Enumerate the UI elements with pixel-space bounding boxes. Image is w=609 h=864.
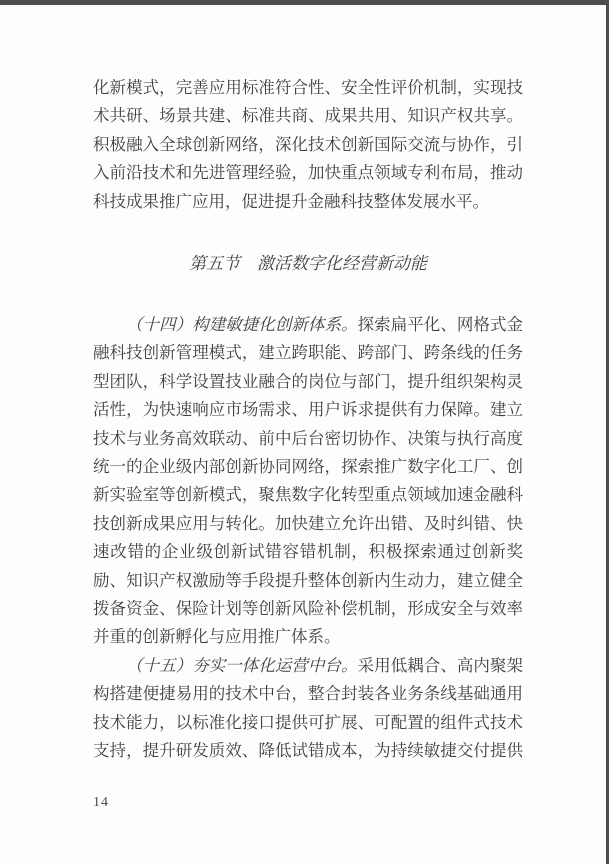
clause-15-heading: （十五）夯实一体化运营中台。 xyxy=(126,655,358,675)
body-line: 术共研、场景共建、标准共商、成果共用、知识产权共享。 xyxy=(93,106,523,126)
body-line: 活性，为快速响应市场需求、用户诉求提供有力保障。建立 xyxy=(93,400,523,420)
body-text: 探索扁平化、网格式金 xyxy=(357,315,524,334)
page-edge-shadow-top xyxy=(0,0,609,5)
body-line: 融科技创新管理模式，建立跨职能、跨部门、跨条线的任务 xyxy=(93,343,523,363)
body-line: 科技成果推广应用，促进提升金融科技整体发展水平。 xyxy=(93,191,489,211)
body-line xyxy=(93,652,523,680)
body-line: 积极融入全球创新网络，深化技术创新国际交流与协作，引 xyxy=(93,134,523,154)
body-line: 技术与业务高效联动、前中后台密切协作、决策与执行高度 xyxy=(93,428,523,448)
body-line: 型团队，科学设置技业融合的岗位与部门，提升组织架构灵 xyxy=(93,371,523,391)
paragraph-clauses xyxy=(93,311,523,766)
clause-14-heading: （十四）构建敏捷化创新体系。 xyxy=(126,315,358,334)
paragraph-continuation xyxy=(93,74,523,216)
body-line: 技术能力，以标准化接口提供可扩展、可配置的组件式技术 xyxy=(93,712,523,732)
page-number: 14 xyxy=(93,795,109,810)
body-line: 速改错的企业级创新试错容错机制，积极探索通过创新奖 xyxy=(93,542,523,562)
body-line: 统一的企业级内部创新协同网络，探索推广数字化工厂、创 xyxy=(93,457,523,477)
body-line: 入前沿技术和先进管理经验，加快重点领域专利布局，推动 xyxy=(93,163,523,183)
body-line: 拨备资金、保险计划等创新风险补偿机制，形成安全与效率 xyxy=(93,599,523,619)
body-line xyxy=(93,311,523,339)
body-line: 支持，提升研发质效、降低试错成本，为持续敏捷交付提供 xyxy=(93,741,523,761)
body-line: 技创新成果应用与转化。加快建立允许出错、及时纠错、快 xyxy=(93,513,523,533)
body-line: 励、知识产权激励等手段提升整体创新内生动力，建立健全 xyxy=(93,570,523,590)
body-text: 采用低耦合、高内聚架 xyxy=(357,655,524,675)
body-line: 化新模式，完善应用标准符合性、安全性评价机制，实现技 xyxy=(93,78,523,97)
body-line: 并重的创新孵化与应用推广体系。 xyxy=(93,627,341,647)
section-heading: 第五节 激活数字化经营新动能 xyxy=(189,254,427,273)
body-line: 新实验室等创新模式，聚焦数字化转型重点领域加速金融科 xyxy=(93,485,523,505)
body-line: 构搭建便捷易用的技术中台，整合封装各业务条线基础通用 xyxy=(93,684,523,704)
